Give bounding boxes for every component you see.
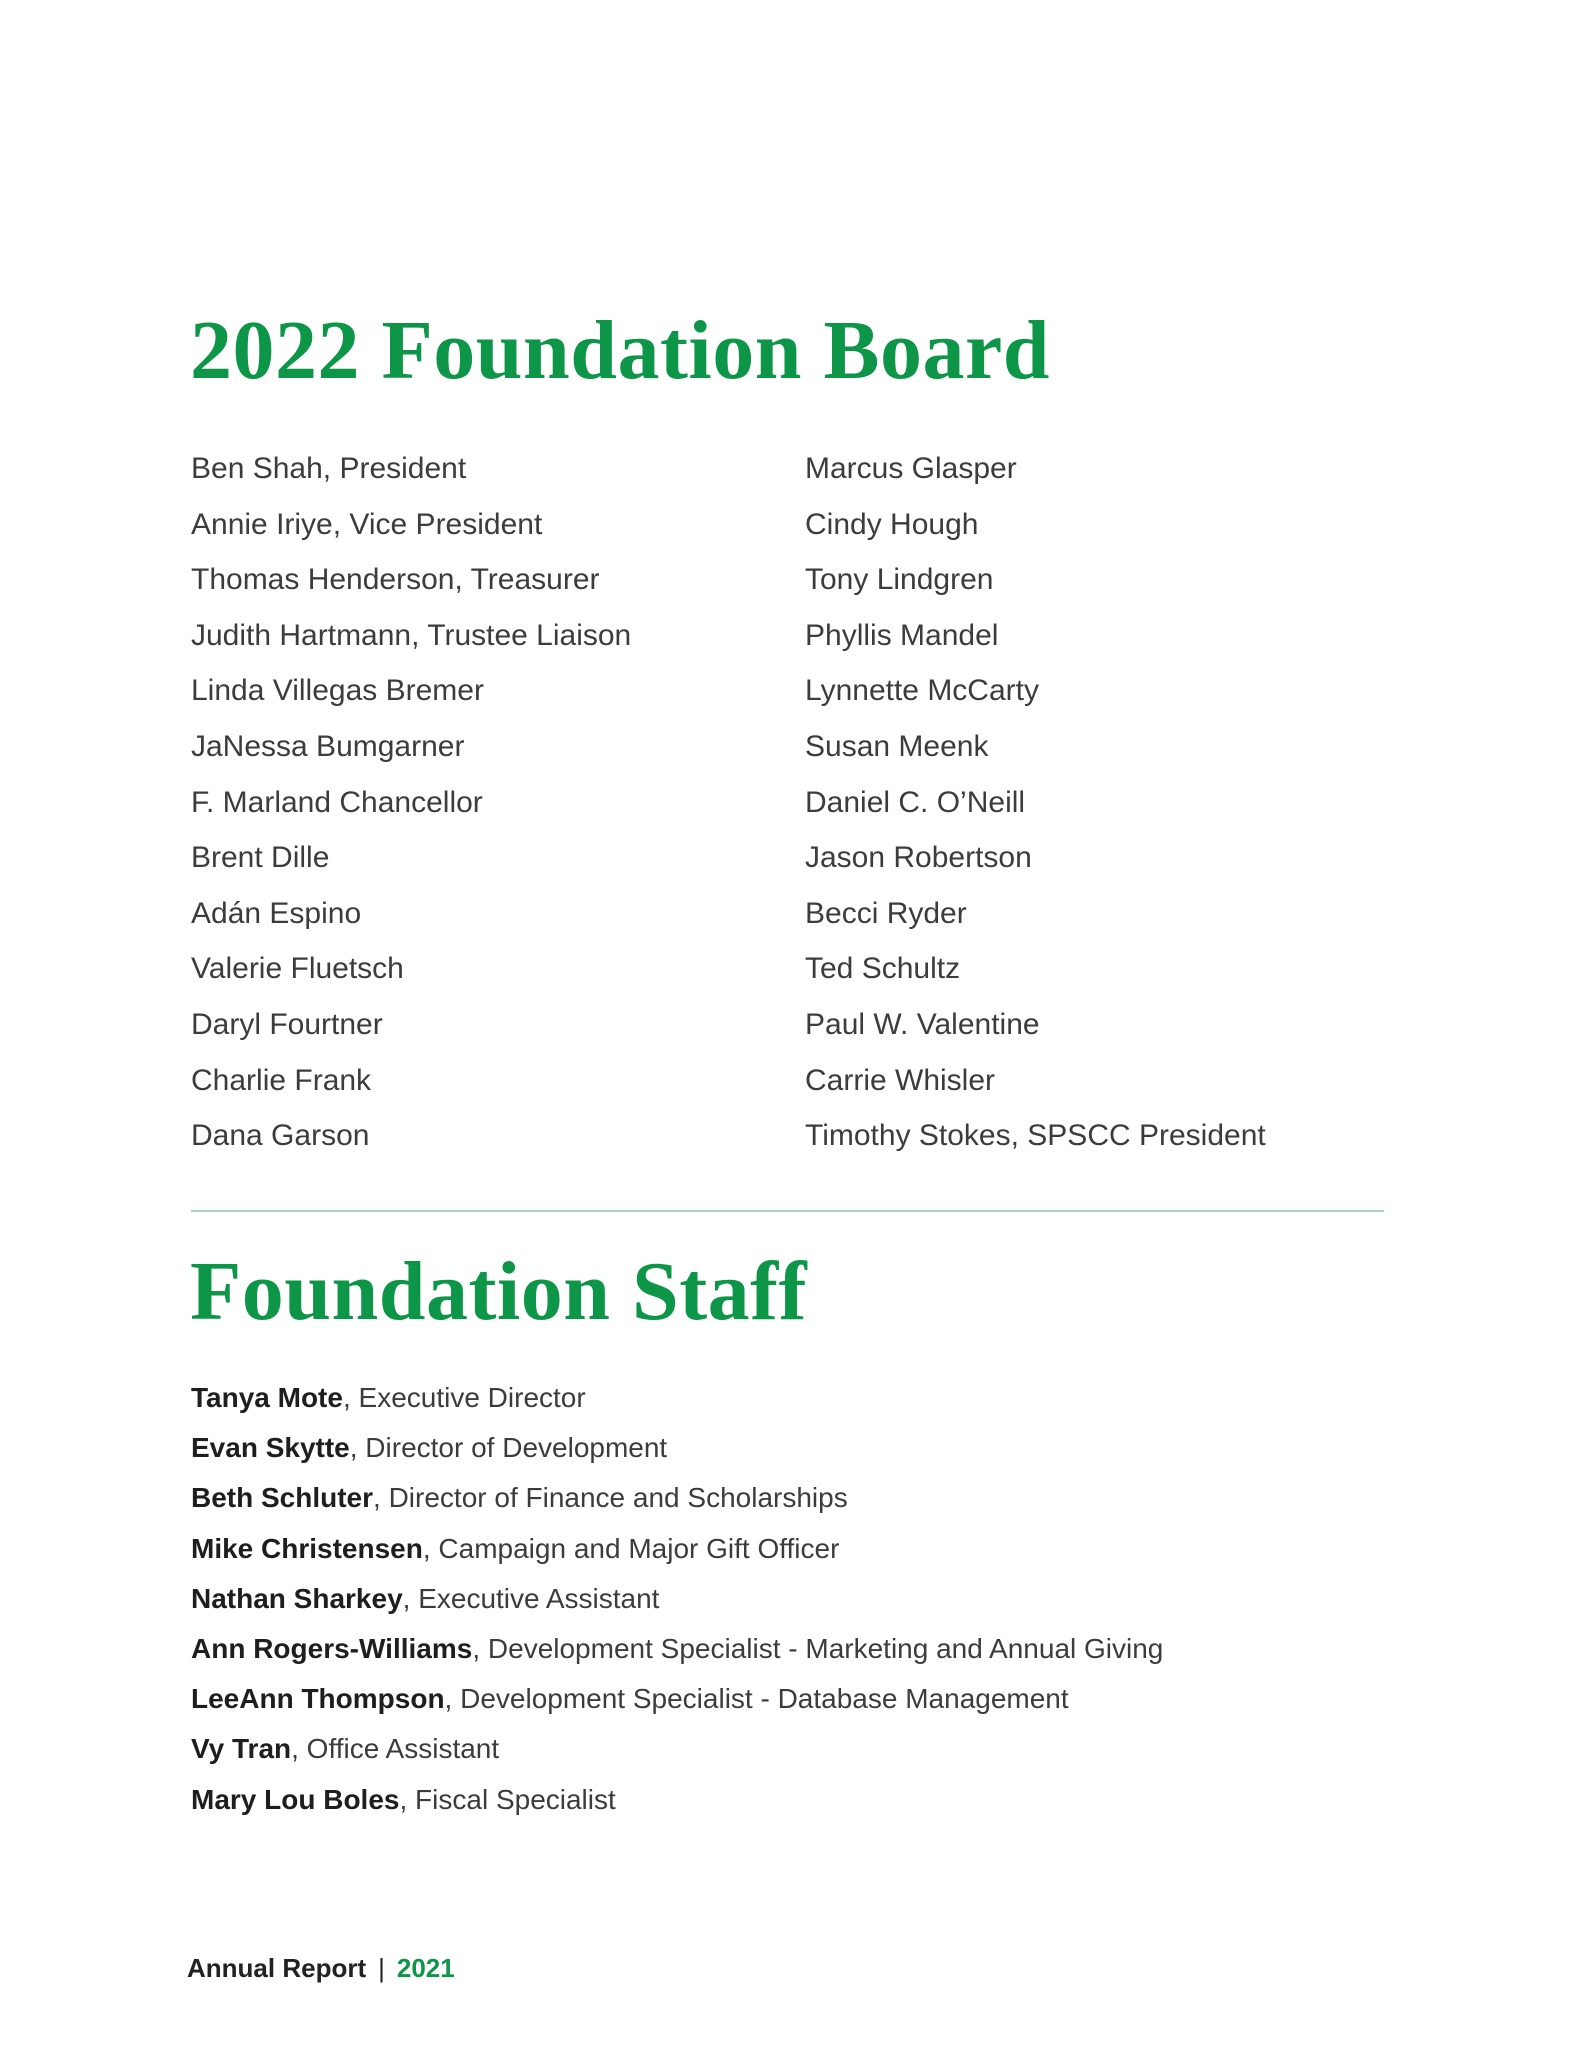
staff-member	[191, 1728, 1163, 1778]
board-member: Becci Ryder	[805, 896, 967, 930]
board-member: JaNessa Bumgarner	[191, 729, 465, 763]
staff-name: Ann Rogers-Williams	[191, 1632, 473, 1664]
board-member: Judith Hartmann, Trustee Liaison	[191, 618, 632, 652]
staff-role: , Office Assistant	[291, 1733, 500, 1765]
board-member: Brent Dille	[191, 841, 330, 875]
board-member: Thomas Henderson, Treasurer	[191, 563, 600, 597]
staff-member	[191, 1528, 1163, 1578]
board-member: Charlie Frank	[191, 1063, 372, 1097]
board-member: Tony Lindgren	[805, 563, 994, 597]
staff-member	[191, 1578, 1163, 1628]
footer-separator: |	[378, 1953, 385, 1983]
board-member: Dana Garson	[191, 1119, 370, 1153]
staff-member	[191, 1628, 1163, 1678]
board-member: Susan Meenk	[805, 729, 989, 763]
section-divider	[191, 1210, 1384, 1212]
board-member: Daryl Fourtner	[191, 1007, 383, 1041]
board-member: Phyllis Mandel	[805, 618, 999, 652]
staff-name: Beth Schluter	[191, 1482, 374, 1514]
footer-label: Annual Report	[187, 1953, 367, 1983]
board-member: Timothy Stokes, SPSCC President	[805, 1119, 1266, 1153]
staff-member	[191, 1678, 1163, 1728]
board-member: Annie Iriye, Vice President	[191, 507, 543, 541]
staff-member	[191, 1477, 1163, 1527]
footer-year: 2021	[396, 1953, 455, 1983]
staff-member	[191, 1377, 1163, 1427]
staff-name: Evan Skytte	[191, 1432, 350, 1464]
staff-name: Tanya Mote	[191, 1382, 343, 1413]
board-member: Adán Espino	[191, 896, 362, 930]
staff-title: Foundation Staff	[190, 1245, 808, 1338]
staff-role: , Development Specialist - Database Management	[444, 1683, 1069, 1715]
board-member: F. Marland Chancellor	[191, 785, 483, 819]
staff-list	[191, 1377, 1163, 1829]
board-member: Ted Schultz	[805, 952, 961, 986]
board-column-2	[805, 446, 1266, 1169]
staff-role: , Development Specialist - Marketing and Annual Giving	[472, 1632, 1164, 1664]
staff-role: , Fiscal Specialist	[399, 1783, 616, 1815]
board-member: Cindy Hough	[805, 507, 979, 541]
board-column-1	[191, 446, 631, 1169]
board-member: Marcus Glasper	[805, 452, 1017, 485]
staff-member	[191, 1779, 1163, 1829]
board-member: Ben Shah, President	[191, 452, 467, 485]
staff-role: , Executive Director	[342, 1382, 586, 1413]
staff-name: LeeAnn Thompson	[191, 1683, 445, 1715]
board-title: 2022 Foundation Board	[190, 304, 1051, 397]
board-member: Jason Robertson	[805, 841, 1032, 875]
staff-member	[191, 1427, 1163, 1477]
board-member: Linda Villegas Bremer	[191, 674, 484, 708]
staff-name: Mike Christensen	[191, 1532, 423, 1564]
board-member: Daniel C. O’Neill	[805, 785, 1026, 819]
staff-role: , Director of Development	[349, 1432, 668, 1464]
board-member: Carrie Whisler	[805, 1063, 996, 1097]
board-member: Paul W. Valentine	[805, 1007, 1040, 1041]
staff-name: Vy Tran	[191, 1733, 292, 1765]
staff-name: Nathan Sharkey	[191, 1582, 403, 1614]
board-member: Lynnette McCarty	[805, 674, 1039, 708]
board-member: Valerie Fluetsch	[191, 952, 404, 986]
footer	[187, 1953, 455, 1984]
staff-role: , Campaign and Major Gift Officer	[422, 1532, 840, 1564]
staff-role: , Director of Finance and Scholarships	[373, 1482, 848, 1514]
staff-role: , Executive Assistant	[402, 1582, 660, 1614]
staff-name: Mary Lou Boles	[191, 1783, 400, 1815]
